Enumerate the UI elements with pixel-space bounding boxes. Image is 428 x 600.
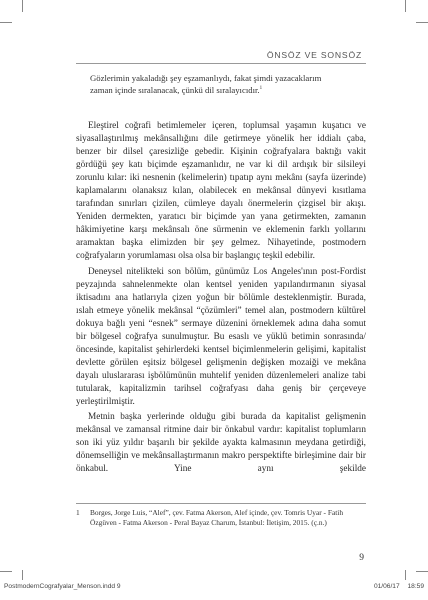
crop-mark-top-left-v — [22, 0, 23, 12]
crop-mark-bottom-left-h — [0, 571, 12, 572]
paragraph-2: Deneysel nitelikteki son bölüm, günümüz Los Angeles'ının post-Fordist peyzajında sahnelenmekte olan kentsel yeniden yapılandırmanın siyasal iktisadını ana hatlarıyla çizen yoğun bir bölümle desteklenmiştir. Burada, ıslah etmeye yönelik mekânsal “çözümleri” temel alan, postmodern kültürel dokuya bağlı yeni “esnek” sermaye düzenini örneklemek adına daha somut bir bölgesel coğrafya sunulmuştur. Bu esaslı ve yüklü betimin sonrasında/öncesinde, kapitalist şehirlerdeki kentsel biçimlenmelerin gelişimi, kapitalist devlette görülen eşitsiz bölgesel gelişmenin değişken mozaiği ve mekâna dayalı uluslararası işbölümünün muhtelif yeniden düzenlemeleri analize tabi tutularak, kapitalizmin tarihsel coğrafyası daha geniş bir çerçeveye yerleştirilmiştir. — [76, 266, 366, 407]
crop-mark-bottom-left-v — [22, 570, 23, 580]
crop-mark-bottom-right-h — [416, 571, 428, 572]
slug-filename: PostmodernCografyalar_Menson.indd 9 — [4, 583, 121, 590]
slug-date: 01/06/17 — [373, 583, 400, 590]
paragraph-3: Metnin başka yerlerinde olduğu gibi burada da kapitalist gelişmenin mekânsal ve zamansal ritmine dair bir önkabul vardır: kapitalist toplumların son iki yüz yıldır başarılı bir şekilde ayakta kalmasının meydana getirdiği, dönemselliğin ve mekânsallaştırmanın makro perspektifte birleşimine dair bir önkabul. Yine aynı şekilde — [76, 412, 366, 475]
epigraph-note-ref: 1 — [259, 85, 263, 91]
header-rule — [76, 63, 366, 64]
running-head: ÖNSÖZ VE SONSÖZ — [266, 50, 362, 60]
epigraph-line-2 — [90, 85, 366, 97]
body-text — [76, 120, 366, 476]
page-number: 9 — [359, 553, 364, 563]
footnote-text-2: Özgüven - Fatma Akerson - Peral Bayaz Charum, İstanbul: İletişim, 2015. (ç.n.) — [90, 518, 327, 528]
crop-mark-top-right-h — [416, 22, 428, 23]
slug-timestamp — [374, 583, 424, 590]
footnote-text-1: Borges, Jorge Luis, “Alef”, çev. Fatma Akerson, Alef içinde, çev. Tomris Uyar - Fatih — [90, 508, 344, 517]
crop-mark-bottom-right-v — [405, 570, 406, 580]
slug-time: 18:59 — [407, 583, 424, 590]
epigraph — [90, 73, 366, 96]
footnote-line-1 — [76, 508, 366, 518]
paragraph-1: Eleştirel coğrafi betimlemeler içeren, toplumsal yaşamın kuşatıcı ve siyasallaştırılmış mekânsallığını dile getirmeye yönelik her iddialı çaba, benzer bir dilsel çaresizliğe gebedir. Kişinin coğrafyalara baktığı vakit gördüğü şey katı biçimde eşzamanlıdır, ne var ki dil ardışık bir silsileyi zorunlu kılar: iki nesnenin (kelimelerin) tıpatıp aynı mekânı (sayfa üzerinde) kaplamalarını olanaksız kılan, olabilecek en mekânsal dünyevi kısıtlama tarafından sınırları çizilen, cümleye dayalı önermelerin çizgisel bir akışı. Yeniden dermekten, yaratıcı bir biçimde yan yana getirmekten, zamanın hâkimiyetine karşı mekânsalı öne sürmenin ve eklemenin farklı yollarını aramaktan başka elimizden bir şey gelmez. Nihayetinde, postmodern coğrafyaların yorumlaması olsa olsa bir başlangıç teşkil edebilir. — [76, 121, 366, 262]
epigraph-line-2-text: zaman içinde sıralanacak, çünkü dil sıralayıcıdır. — [90, 84, 260, 95]
footnote-number: 1 — [76, 508, 80, 517]
footnote — [76, 508, 366, 529]
footnote-rule — [76, 503, 366, 504]
crop-mark-top-right-v — [405, 0, 406, 12]
crop-mark-top-left-h — [0, 22, 12, 23]
epigraph-line-1: Gözlerimin yakaladığı şey eşzamanlıydı, fakat şimdi yazacaklarım — [90, 73, 322, 83]
